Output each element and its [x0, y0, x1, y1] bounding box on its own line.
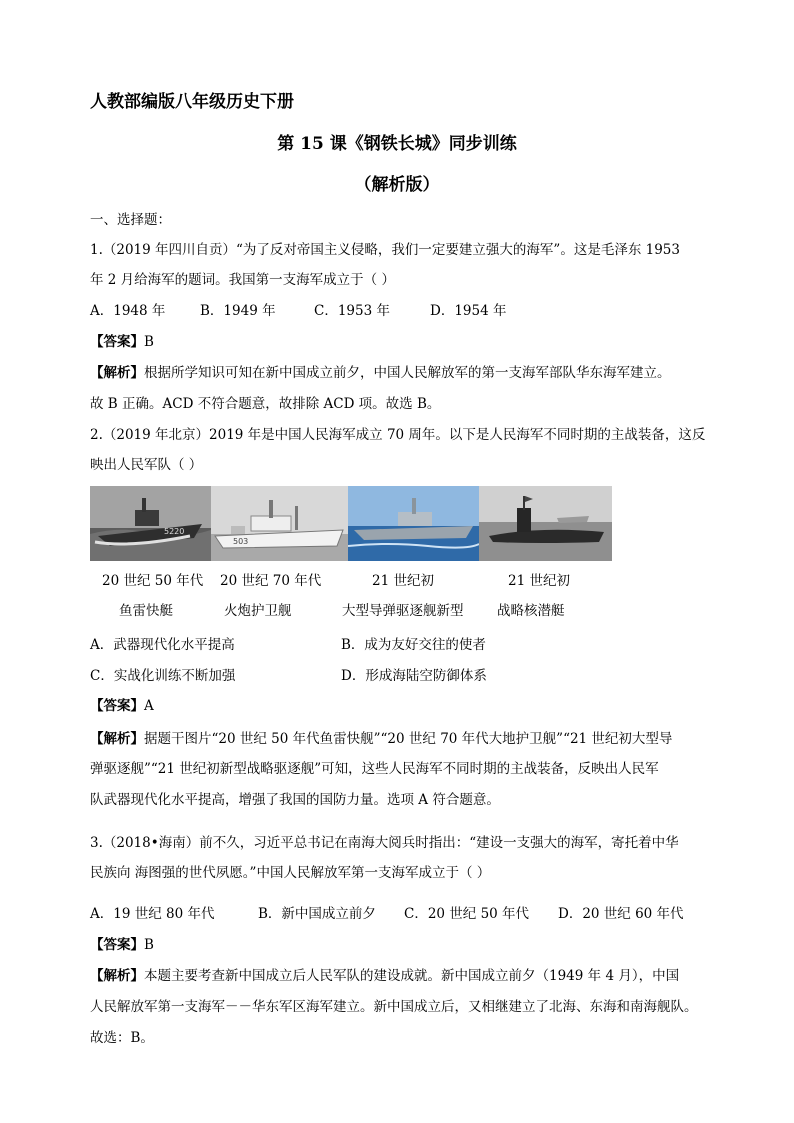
- q2-option-c: C．实战化训练不断加强: [90, 668, 236, 684]
- q2-option-b: B．成为友好交往的使者: [341, 637, 486, 653]
- q1-option-b: B．1949 年: [200, 303, 276, 319]
- caption-era-1: 20 世纪 50 年代: [102, 573, 204, 589]
- destroyer-photo: [348, 486, 479, 561]
- q3-option-d: D．20 世纪 60 年代: [558, 906, 684, 922]
- torpedo-boat-photo: [90, 486, 211, 561]
- q2-analysis-line3: 队武器现代化水平提高，增强了我国的国防力量。选项 A 符合题意。: [90, 792, 500, 808]
- caption-name-2: 火炮护卫舰: [224, 603, 292, 619]
- caption-name-1: 鱼雷快艇: [119, 603, 173, 619]
- q3-analysis-line3: 故选：B。: [90, 1030, 154, 1046]
- q3-analysis-line2: 人民解放军第一支海军－－华东军区海军建立。新中国成立后，又相继建立了北海、东海和南海舰队。: [90, 999, 698, 1015]
- q3-option-a: A．19 世纪 80 年代: [90, 906, 215, 922]
- q2-answer-label: 【答案】: [90, 698, 144, 714]
- lesson-title: 第 15 课《钢铁长城》同步训练: [277, 134, 517, 154]
- caption-era-2: 20 世纪 70 年代: [220, 573, 322, 589]
- q1-analysis-line2: 故 B 正确。ACD 不符合题意，故排除 ACD 项。故选 B。: [90, 396, 441, 412]
- q1-stem-line2: 年 2 月给海军的题词。我国第一支海军成立于（ ）: [90, 272, 395, 288]
- section-heading: 一、选择题：: [90, 212, 171, 228]
- q1-analysis-label: 【解析】: [90, 365, 144, 381]
- q1-answer: [90, 333, 154, 351]
- q1-stem-line1: 1.（2019 年四川自贡）“为了反对帝国主义侵略，我们一定要建立强大的海军”。这是毛泽东 1953: [90, 242, 680, 258]
- q3-option-c: C．20 世纪 50 年代: [404, 906, 530, 922]
- q1-option-d: D．1954 年: [430, 303, 507, 319]
- q2-analysis-line2: 弹驱逐舰”“21 世纪初新型战略驱逐舰”可知，这些人民海军不同时期的主战装备，反映出人民军: [90, 761, 659, 777]
- q3-answer-value: B: [144, 937, 154, 953]
- q3-analysis-line1: 【解析】本题主要考查新中国成立后人民军队的建设成就。新中国成立前夕（1949 年 4 月），中国: [90, 968, 680, 984]
- caption-name-4: 战略核潜艇: [497, 603, 565, 619]
- q3-stem-line2: 民族向 海图强的世代夙愿。”中国人民解放军第一支海军成立于（ ）: [90, 865, 491, 881]
- q2-answer: [90, 697, 154, 715]
- q3-option-b: B．新中国成立前夕: [258, 906, 376, 922]
- q2-analysis-line1: 【解析】据题干图片“20 世纪 50 年代鱼雷快舰”“20 世纪 70 年代大地护卫舰”“21 世纪初大型导: [90, 731, 673, 747]
- q2-option-d: D．形成海陆空防御体系: [341, 668, 487, 684]
- q2-answer-value: A: [144, 698, 154, 714]
- edition-label: （解析版）: [354, 175, 440, 195]
- submarine-photo: [479, 486, 612, 561]
- hull-number-5220: 5220: [164, 527, 185, 536]
- caption-era-3: 21 世纪初: [372, 573, 434, 589]
- q2-stem-line2: 映出人民军队（ ）: [90, 457, 203, 473]
- frigate-photo: [211, 486, 348, 561]
- q1-option-a: A．1948 年: [90, 303, 166, 319]
- q1-analysis-line1: 【解析】根据所学知识可知在新中国成立前夕，中国人民解放军的第一支海军部队华东海军建立。: [90, 365, 671, 381]
- caption-name-3: 大型导弹驱逐舰新型: [342, 603, 464, 619]
- q2-stem-line1: 2.（2019 年北京）2019 年是中国人民海军成立 70 周年。以下是人民海军不同时期的主战装备，这反: [90, 427, 706, 443]
- q3-analysis-label: 【解析】: [90, 968, 144, 984]
- textbook-title: 人教部编版八年级历史下册: [90, 92, 294, 112]
- hull-number-503: 503: [233, 537, 249, 546]
- q1-answer-value: B: [144, 334, 154, 350]
- q2-option-a: A．武器现代化水平提高: [90, 637, 235, 653]
- q3-stem-line1: 3.（2018•海南）前不久，习近平总书记在南海大阅兵时指出：“建设一支强大的海军，寄托着中华: [90, 835, 679, 851]
- q1-answer-label: 【答案】: [90, 334, 144, 350]
- q1-option-c: C．1953 年: [314, 303, 390, 319]
- q2-analysis-label: 【解析】: [90, 731, 144, 747]
- q3-answer: [90, 936, 154, 954]
- q3-answer-label: 【答案】: [90, 937, 144, 953]
- caption-era-4: 21 世纪初: [508, 573, 570, 589]
